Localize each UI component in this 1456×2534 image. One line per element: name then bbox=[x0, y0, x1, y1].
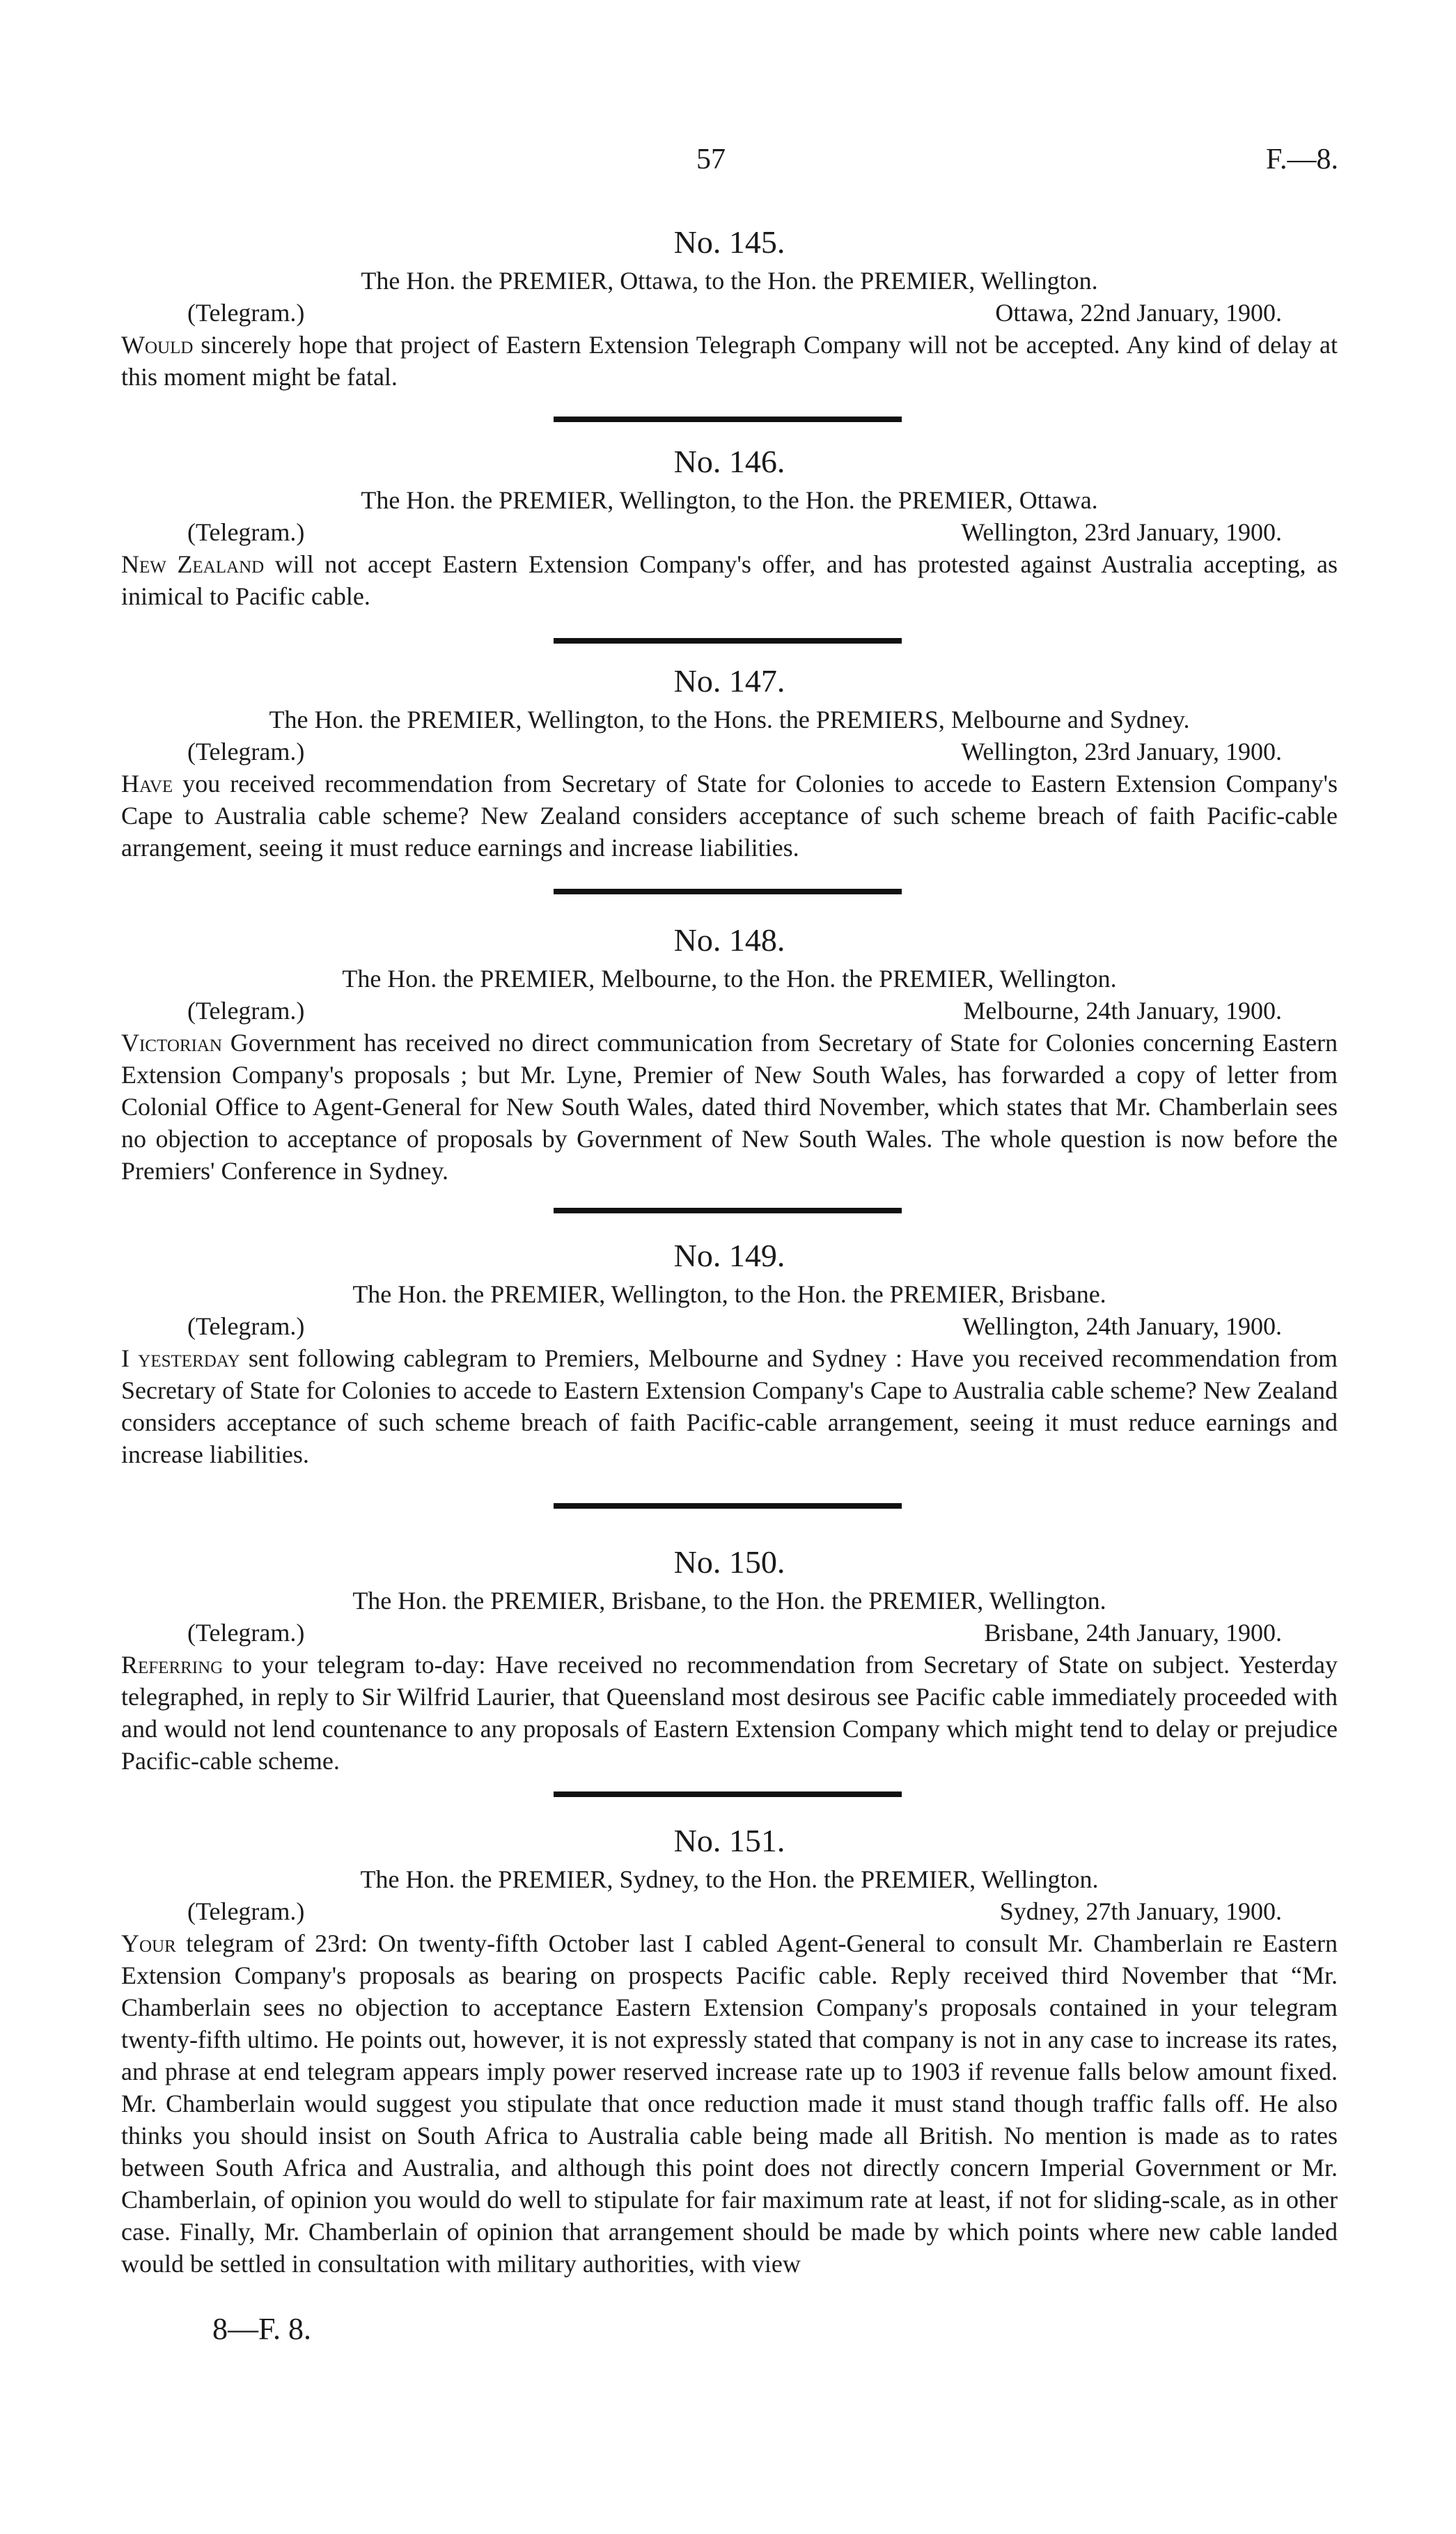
section-146 bbox=[121, 442, 1338, 612]
telegram-line bbox=[121, 516, 1338, 548]
section-divider bbox=[554, 417, 902, 422]
place-date: Melbourne, 24th January, 1900. bbox=[963, 997, 1282, 1025]
section-heading: The Hon. the PREMIER, Sydney, to the Hon. the PREMIER, Wellington. bbox=[360, 1865, 1099, 1893]
place-date: Wellington, 23rd January, 1900. bbox=[961, 738, 1282, 765]
section-body bbox=[121, 548, 1338, 612]
telegram-label: (Telegram.) bbox=[187, 1619, 305, 1647]
lead-word: Victorian bbox=[121, 1029, 222, 1057]
section-number: No. 151. bbox=[673, 1823, 785, 1858]
section-heading: The Hon. the PREMIER, Wellington, to the Hon. the PREMIER, Ottawa. bbox=[361, 486, 1098, 514]
section-148 bbox=[121, 921, 1338, 1187]
place-date: Ottawa, 22nd January, 1900. bbox=[995, 299, 1282, 327]
telegram-label: (Telegram.) bbox=[187, 1897, 305, 1925]
body-text: telegram of 23rd: On twenty-fifth October last I cabled Agent-General to consult Mr. Chamberlain re Eastern Extension Company's proposals as bearing on prospects Pacific cable. Reply received third November that “Mr. Chamberlain sees no objection to acceptance Eastern Extension Company's proposals contained in your telegram twenty-fifth ultimo. He points out, however, it is not expressly stated that company is not in any case to increase its rates, and phrase at end telegram appears imply power reserved increase rate up to 1903 if revenue falls below amount fixed. Mr. Chamberlain would suggest you stipulate that once reduction made it must stand though traffic falls off. He also thinks you should insist on South Africa to Australia cable being made all British. No mention is made as to rates between South Africa and Australia, and although this point does not directly concern Imperial Government or Mr. Chamberlain, of opinion you would do well to stipulate for fair maximum rate at least, if not for sliding-scale, as in other case. Finally, Mr. Chamberlain of opinion that arrangement should be made by which points where new cable landed would be settled in consultation with military authorities, with view bbox=[121, 1929, 1338, 2278]
body-text: you received recommendation from Secretary of State for Colonies to accede to Eastern Extension Company's Cape to Australia cable scheme? New Zealand considers acceptance of such scheme breach of faith Pacific-cable arrangement, seeing it must reduce earnings and increase liabilities. bbox=[121, 770, 1338, 862]
section-divider bbox=[554, 1503, 902, 1509]
section-145 bbox=[121, 223, 1338, 393]
lead-word: Your bbox=[121, 1929, 176, 1957]
section-divider bbox=[554, 638, 902, 644]
section-number: No. 147. bbox=[673, 663, 785, 699]
telegram-line bbox=[121, 1617, 1338, 1649]
place-date: Brisbane, 24th January, 1900. bbox=[984, 1619, 1282, 1647]
section-number: No. 150. bbox=[673, 1544, 785, 1580]
section-heading: The Hon. the PREMIER, Ottawa, to the Hon. the PREMIER, Wellington. bbox=[361, 267, 1098, 295]
section-body bbox=[121, 1927, 1338, 2280]
telegram-line bbox=[121, 1895, 1338, 1927]
section-body bbox=[121, 1027, 1338, 1187]
body-text: will not accept Eastern Extension Company's offer, and has protested against Australia accepting, as inimical to Pacific cable. bbox=[121, 550, 1338, 610]
section-body bbox=[121, 1342, 1338, 1470]
section-151 bbox=[121, 1821, 1338, 2280]
lead-word: I yesterday bbox=[121, 1344, 240, 1372]
section-150 bbox=[121, 1543, 1338, 1777]
section-body bbox=[121, 1649, 1338, 1777]
section-heading: The Hon. the PREMIER, Brisbane, to the Hon. the PREMIER, Wellington. bbox=[352, 1587, 1106, 1615]
body-text: to your telegram to-day: Have received no recommendation from Secretary of State on subject. Yesterday telegraphed, in reply to Sir Wilfrid Laurier, that Queensland most desirous see Pacific cable immediately proceeded with and would not lend countenance to any proposals of Eastern Extension Company which might tend to delay or prejudice Pacific-cable scheme. bbox=[121, 1651, 1338, 1775]
section-number: No. 149. bbox=[673, 1238, 785, 1273]
section-number: No. 146. bbox=[673, 444, 785, 479]
lead-word: Referring bbox=[121, 1651, 224, 1679]
section-heading: The Hon. the PREMIER, Melbourne, to the Hon. the PREMIER, Wellington. bbox=[342, 965, 1117, 993]
body-text: sincerely hope that project of Eastern Extension Telegraph Company will not be accepted. Any kind of delay at this moment might be fatal. bbox=[121, 331, 1338, 391]
page-number: 57 bbox=[696, 143, 726, 176]
section-divider bbox=[554, 1208, 902, 1213]
section-body bbox=[121, 768, 1338, 864]
telegram-label: (Telegram.) bbox=[187, 518, 305, 546]
signature-mark: 8—F. 8. bbox=[212, 2312, 311, 2346]
lead-word: Have bbox=[121, 770, 173, 798]
telegram-line bbox=[121, 736, 1338, 768]
telegram-line bbox=[121, 1310, 1338, 1342]
body-text: sent following cablegram to Premiers, Melbourne and Sydney : Have you received recommendation from Secretary of State for Colonies to accede to Eastern Extension Company's Cape to Australia cable scheme? New Zealand considers acceptance of such scheme breach of faith Pacific-cable arrangement, seeing it must reduce earnings and increase liabilities. bbox=[121, 1344, 1338, 1468]
section-body bbox=[121, 329, 1338, 393]
lead-word: New Zealand bbox=[121, 550, 265, 578]
section-number: No. 148. bbox=[673, 922, 785, 958]
section-149 bbox=[121, 1236, 1338, 1470]
telegram-label: (Telegram.) bbox=[187, 1312, 305, 1340]
telegram-line bbox=[121, 297, 1338, 329]
section-number: No. 145. bbox=[673, 224, 785, 260]
section-147 bbox=[121, 662, 1338, 864]
place-date: Wellington, 23rd January, 1900. bbox=[961, 518, 1282, 546]
place-date: Sydney, 27th January, 1900. bbox=[999, 1897, 1282, 1925]
lead-word: Would bbox=[121, 331, 194, 359]
section-divider bbox=[554, 889, 902, 894]
telegram-label: (Telegram.) bbox=[187, 738, 305, 765]
telegram-line bbox=[121, 995, 1338, 1027]
telegram-label: (Telegram.) bbox=[187, 299, 305, 327]
section-divider bbox=[554, 1791, 902, 1797]
document-reference: F.—8. bbox=[1266, 143, 1338, 176]
place-date: Wellington, 24th January, 1900. bbox=[962, 1312, 1282, 1340]
body-text: Government has received no direct communication from Secretary of State for Colonies concerning Eastern Extension Company's proposals ; but Mr. Lyne, Premier of New South Wales, has forwarded a copy of letter from Colonial Office to Agent-General for New South Wales, dated third November, which states that Mr. Chamberlain sees no objection to acceptance of proposals by Government of New South Wales. The whole question is now before the Premiers' Conference in Sydney. bbox=[121, 1029, 1338, 1185]
telegram-label: (Telegram.) bbox=[187, 997, 305, 1025]
section-heading: The Hon. the PREMIER, Wellington, to the Hons. the PREMIERS, Melbourne and Sydney. bbox=[269, 706, 1190, 733]
section-heading: The Hon. the PREMIER, Wellington, to the Hon. the PREMIER, Brisbane. bbox=[352, 1280, 1106, 1308]
